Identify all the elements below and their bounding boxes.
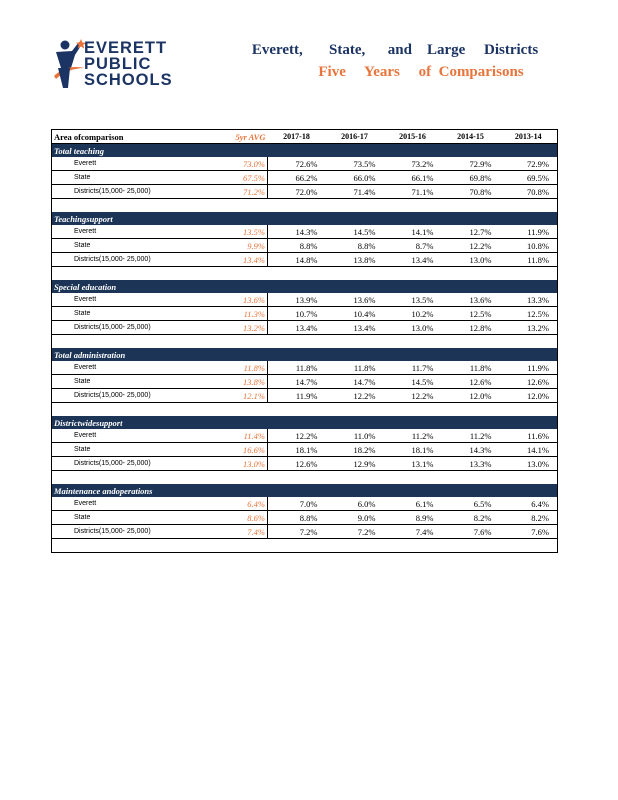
section-header: [52, 212, 558, 225]
row-value: 6.1%: [384, 497, 442, 511]
row-value: 72.9%: [500, 157, 558, 171]
row-value: 12.8%: [442, 321, 500, 335]
row-avg: 6.4%: [212, 497, 268, 511]
row-label: Everett: [52, 361, 212, 375]
row-value: 7.0%: [268, 497, 326, 511]
table-row: [52, 511, 558, 525]
row-value: 12.7%: [442, 225, 500, 239]
row-value: 12.2%: [442, 239, 500, 253]
everett-logo: [52, 38, 197, 98]
row-label: Everett: [52, 497, 212, 511]
row-value: 11.9%: [500, 225, 558, 239]
row-value: 13.0%: [500, 457, 558, 471]
row-label: Districts(15,000- 25,000): [52, 525, 212, 539]
row-value: 69.8%: [442, 171, 500, 185]
row-value: 66.1%: [384, 171, 442, 185]
row-value: 18.2%: [326, 443, 384, 457]
row-avg: 13.5%: [212, 225, 268, 239]
table-row: [52, 293, 558, 307]
row-avg: 13.6%: [212, 293, 268, 307]
row-label: Everett: [52, 157, 212, 171]
row-label: State: [52, 171, 212, 185]
row-label: Districts(15,000- 25,000): [52, 185, 212, 199]
row-value: 11.8%: [500, 253, 558, 267]
row-value: 13.6%: [326, 293, 384, 307]
table-row: [52, 525, 558, 539]
header-year: 2017-18: [268, 130, 326, 144]
row-label: State: [52, 239, 212, 253]
row-value: 13.3%: [500, 293, 558, 307]
row-value: 14.8%: [268, 253, 326, 267]
row-avg: 12.1%: [212, 389, 268, 403]
row-value: 13.5%: [384, 293, 442, 307]
row-label: Everett: [52, 293, 212, 307]
row-value: 11.8%: [326, 361, 384, 375]
row-value: 12.2%: [384, 389, 442, 403]
row-value: 6.5%: [442, 497, 500, 511]
row-value: 13.6%: [442, 293, 500, 307]
row-avg: 16.6%: [212, 443, 268, 457]
section-header: [52, 416, 558, 429]
school-figure-icon: [52, 38, 86, 96]
section-title: Teachingsupport: [52, 212, 558, 225]
row-value: 14.3%: [268, 225, 326, 239]
row-value: 8.2%: [500, 511, 558, 525]
row-value: 13.0%: [384, 321, 442, 335]
table-row: [52, 307, 558, 321]
row-avg: 11.8%: [212, 361, 268, 375]
row-value: 72.9%: [442, 157, 500, 171]
row-value: 66.2%: [268, 171, 326, 185]
row-value: 11.2%: [442, 429, 500, 443]
row-value: 12.5%: [442, 307, 500, 321]
row-label: State: [52, 307, 212, 321]
row-value: 8.7%: [384, 239, 442, 253]
row-avg: 9.9%: [212, 239, 268, 253]
section-spacer: [52, 335, 558, 349]
row-value: 7.2%: [326, 525, 384, 539]
row-value: 14.1%: [500, 443, 558, 457]
section-spacer: [52, 199, 558, 213]
row-value: 14.5%: [326, 225, 384, 239]
section-header: [52, 280, 558, 293]
row-value: 72.6%: [268, 157, 326, 171]
row-value: 10.2%: [384, 307, 442, 321]
row-value: 70.8%: [500, 185, 558, 199]
row-value: 14.1%: [384, 225, 442, 239]
table-row: [52, 429, 558, 443]
table-row: [52, 239, 558, 253]
row-value: 72.0%: [268, 185, 326, 199]
row-value: 6.0%: [326, 497, 384, 511]
table-row: [52, 443, 558, 457]
section-spacer: [52, 267, 558, 281]
row-value: 12.2%: [326, 389, 384, 403]
row-value: 8.8%: [326, 239, 384, 253]
header-year: 2013-14: [500, 130, 558, 144]
table-row: [52, 157, 558, 171]
row-avg: 11.3%: [212, 307, 268, 321]
row-value: 73.2%: [384, 157, 442, 171]
row-value: 13.8%: [326, 253, 384, 267]
page-subtitle: Five Years of Comparisons: [318, 64, 524, 80]
row-value: 14.7%: [326, 375, 384, 389]
section-header: [52, 484, 558, 497]
row-value: 8.8%: [268, 511, 326, 525]
row-value: 7.6%: [442, 525, 500, 539]
section-header: [52, 348, 558, 361]
row-value: 12.6%: [442, 375, 500, 389]
row-avg: 67.5%: [212, 171, 268, 185]
section-spacer: [52, 403, 558, 417]
table-row: [52, 253, 558, 267]
section-spacer: [52, 471, 558, 485]
comparison-table: [51, 129, 558, 553]
table-row: [52, 457, 558, 471]
row-avg: 13.0%: [212, 457, 268, 471]
row-value: 12.9%: [326, 457, 384, 471]
row-value: 12.2%: [268, 429, 326, 443]
row-label: Districts(15,000- 25,000): [52, 253, 212, 267]
row-value: 8.2%: [442, 511, 500, 525]
header-avg: 5yr AVG: [212, 130, 268, 144]
row-value: 10.7%: [268, 307, 326, 321]
row-avg: 71.2%: [212, 185, 268, 199]
row-value: 14.5%: [384, 375, 442, 389]
header-year: 2016-17: [326, 130, 384, 144]
row-value: 70.8%: [442, 185, 500, 199]
row-value: 73.5%: [326, 157, 384, 171]
table-row: [52, 171, 558, 185]
row-value: 13.4%: [268, 321, 326, 335]
section-spacer: [52, 539, 558, 553]
row-label: Everett: [52, 429, 212, 443]
table-row: [52, 389, 558, 403]
row-value: 13.2%: [500, 321, 558, 335]
row-value: 9.0%: [326, 511, 384, 525]
header-area: Area ofcomparison: [52, 130, 212, 144]
row-value: 18.1%: [384, 443, 442, 457]
section-title: Total administration: [52, 348, 558, 361]
row-value: 13.0%: [442, 253, 500, 267]
row-value: 8.8%: [268, 239, 326, 253]
row-avg: 8.6%: [212, 511, 268, 525]
table-row: [52, 361, 558, 375]
row-value: 10.8%: [500, 239, 558, 253]
row-value: 11.8%: [268, 361, 326, 375]
row-value: 14.7%: [268, 375, 326, 389]
row-label: Everett: [52, 225, 212, 239]
section-header: [52, 144, 558, 158]
row-value: 13.1%: [384, 457, 442, 471]
row-value: 7.2%: [268, 525, 326, 539]
row-value: 71.4%: [326, 185, 384, 199]
table-header: [52, 130, 558, 144]
row-value: 11.8%: [442, 361, 500, 375]
table-row: [52, 497, 558, 511]
row-avg: 11.4%: [212, 429, 268, 443]
row-value: 13.4%: [326, 321, 384, 335]
row-label: State: [52, 443, 212, 457]
table-row: [52, 375, 558, 389]
row-value: 11.9%: [268, 389, 326, 403]
row-avg: 13.2%: [212, 321, 268, 335]
row-value: 69.5%: [500, 171, 558, 185]
table-row: [52, 321, 558, 335]
row-value: 12.6%: [500, 375, 558, 389]
header-year: 2015-16: [384, 130, 442, 144]
section-title: Districtwidesupport: [52, 416, 558, 429]
row-value: 13.4%: [384, 253, 442, 267]
row-value: 11.0%: [326, 429, 384, 443]
row-value: 6.4%: [500, 497, 558, 511]
logo-line-3: SCHOOLS: [84, 71, 173, 89]
row-avg: 73.0%: [212, 157, 268, 171]
row-value: 7.4%: [384, 525, 442, 539]
row-value: 7.6%: [500, 525, 558, 539]
row-value: 11.7%: [384, 361, 442, 375]
header-year: 2014-15: [442, 130, 500, 144]
row-value: 12.0%: [500, 389, 558, 403]
row-value: 13.3%: [442, 457, 500, 471]
row-avg: 13.4%: [212, 253, 268, 267]
row-value: 13.9%: [268, 293, 326, 307]
row-value: 12.5%: [500, 307, 558, 321]
row-avg: 7.4%: [212, 525, 268, 539]
page-title: Everett, State, and Large Districts: [251, 42, 539, 58]
row-value: 18.1%: [268, 443, 326, 457]
table-row: [52, 225, 558, 239]
row-value: 12.6%: [268, 457, 326, 471]
row-value: 14.3%: [442, 443, 500, 457]
row-value: 66.0%: [326, 171, 384, 185]
row-value: 11.9%: [500, 361, 558, 375]
row-label: State: [52, 375, 212, 389]
logo-line-2: PUBLIC: [84, 55, 152, 73]
row-value: 11.6%: [500, 429, 558, 443]
row-value: 11.2%: [384, 429, 442, 443]
row-label: Districts(15,000- 25,000): [52, 457, 212, 471]
table-row: [52, 185, 558, 199]
section-title: Special education: [52, 280, 558, 293]
row-avg: 13.8%: [212, 375, 268, 389]
logo-line-1: EVERETT: [84, 39, 168, 57]
row-value: 8.9%: [384, 511, 442, 525]
section-title: Maintenance andoperations: [52, 484, 558, 497]
row-label: State: [52, 511, 212, 525]
row-value: 12.0%: [442, 389, 500, 403]
row-value: 71.1%: [384, 185, 442, 199]
row-label: Districts(15,000- 25,000): [52, 321, 212, 335]
row-label: Districts(15,000- 25,000): [52, 389, 212, 403]
row-value: 10.4%: [326, 307, 384, 321]
section-title: Total teaching: [52, 144, 558, 158]
